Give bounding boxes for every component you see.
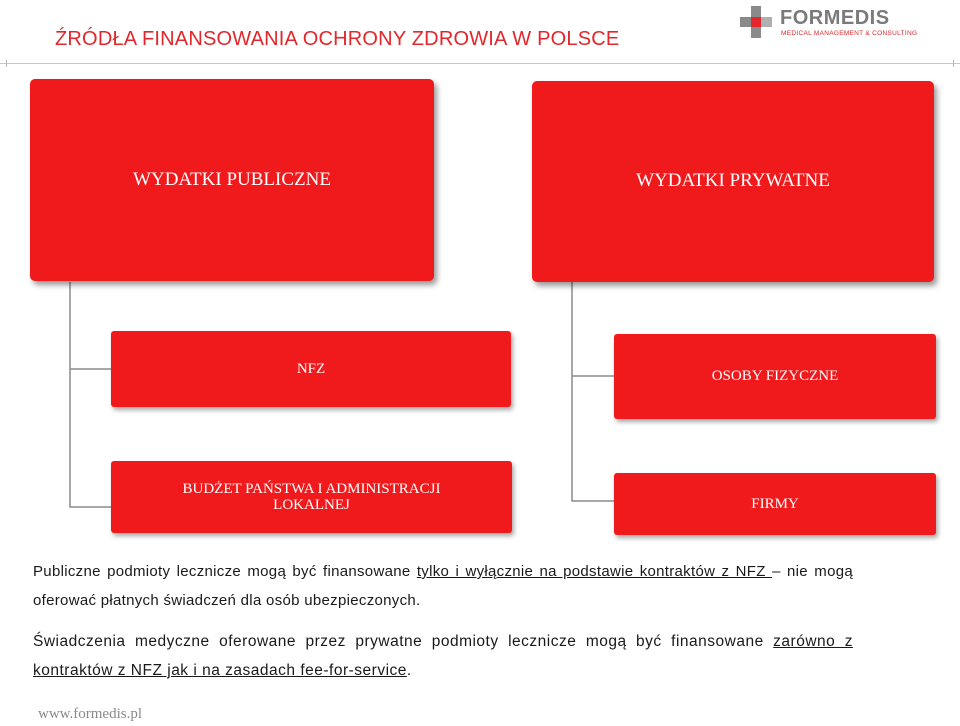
paragraph-private xyxy=(33,627,853,685)
header-divider xyxy=(0,63,960,64)
paragraph-public-emphasis: tylko i wyłącznie na podstawie kontraktów z NFZ xyxy=(416,563,773,580)
box-firmy xyxy=(614,473,936,535)
paragraph-public-part2: – nie mogą oferować płatnych świadczeń dla osób ubezpieczonych. xyxy=(33,563,853,609)
cross-icon xyxy=(740,6,772,38)
logo-brand: FORMEDIS xyxy=(780,7,890,29)
paragraph-public-part1: Publiczne podmioty lecznicze mogą być finansowane xyxy=(33,563,417,580)
connector-right-trunk xyxy=(572,282,614,501)
footer-url[interactable]: www.formedis.pl xyxy=(38,706,143,722)
box-budzet-panstwa xyxy=(111,461,512,533)
connector-left-trunk xyxy=(70,282,112,507)
paragraph-private-part2: . xyxy=(406,662,412,679)
box-osoby-fizyczne-label: OSOBY FIZYCZNE xyxy=(711,368,839,385)
box-budzet-panstwa-label: BUDŻET PAŃSTWA I ADMINISTRACJI LOKALNEJ xyxy=(182,480,441,513)
box-firmy-label: FIRMY xyxy=(751,495,799,512)
box-nfz-label: NFZ xyxy=(296,360,326,377)
box-osoby-fizyczne xyxy=(614,334,936,419)
box-wydatki-publiczne xyxy=(30,79,434,281)
box-nfz xyxy=(111,331,511,407)
box-wydatki-publiczne-label: WYDATKI PUBLICZNE xyxy=(133,168,331,190)
formedis-logo xyxy=(740,6,930,40)
paragraph-private-part1: Świadczenia medyczne oferowane przez prywatne podmioty lecznicze mogą być finansowane xyxy=(33,633,774,650)
box-wydatki-prywatne xyxy=(532,81,934,282)
paragraph-public xyxy=(33,557,853,615)
box-wydatki-prywatne-label: WYDATKI PRYWATNE xyxy=(636,170,830,192)
page-title: ŹRÓDŁA FINANSOWANIA OCHRONY ZDROWIA W POLSCE xyxy=(55,28,620,50)
logo-tagline: MEDICAL MANAGEMENT & CONSULTING xyxy=(781,30,918,37)
paragraph-private-emphasis: zarówno z kontraktów z NFZ jak i na zasadach fee-for-service xyxy=(33,633,853,679)
